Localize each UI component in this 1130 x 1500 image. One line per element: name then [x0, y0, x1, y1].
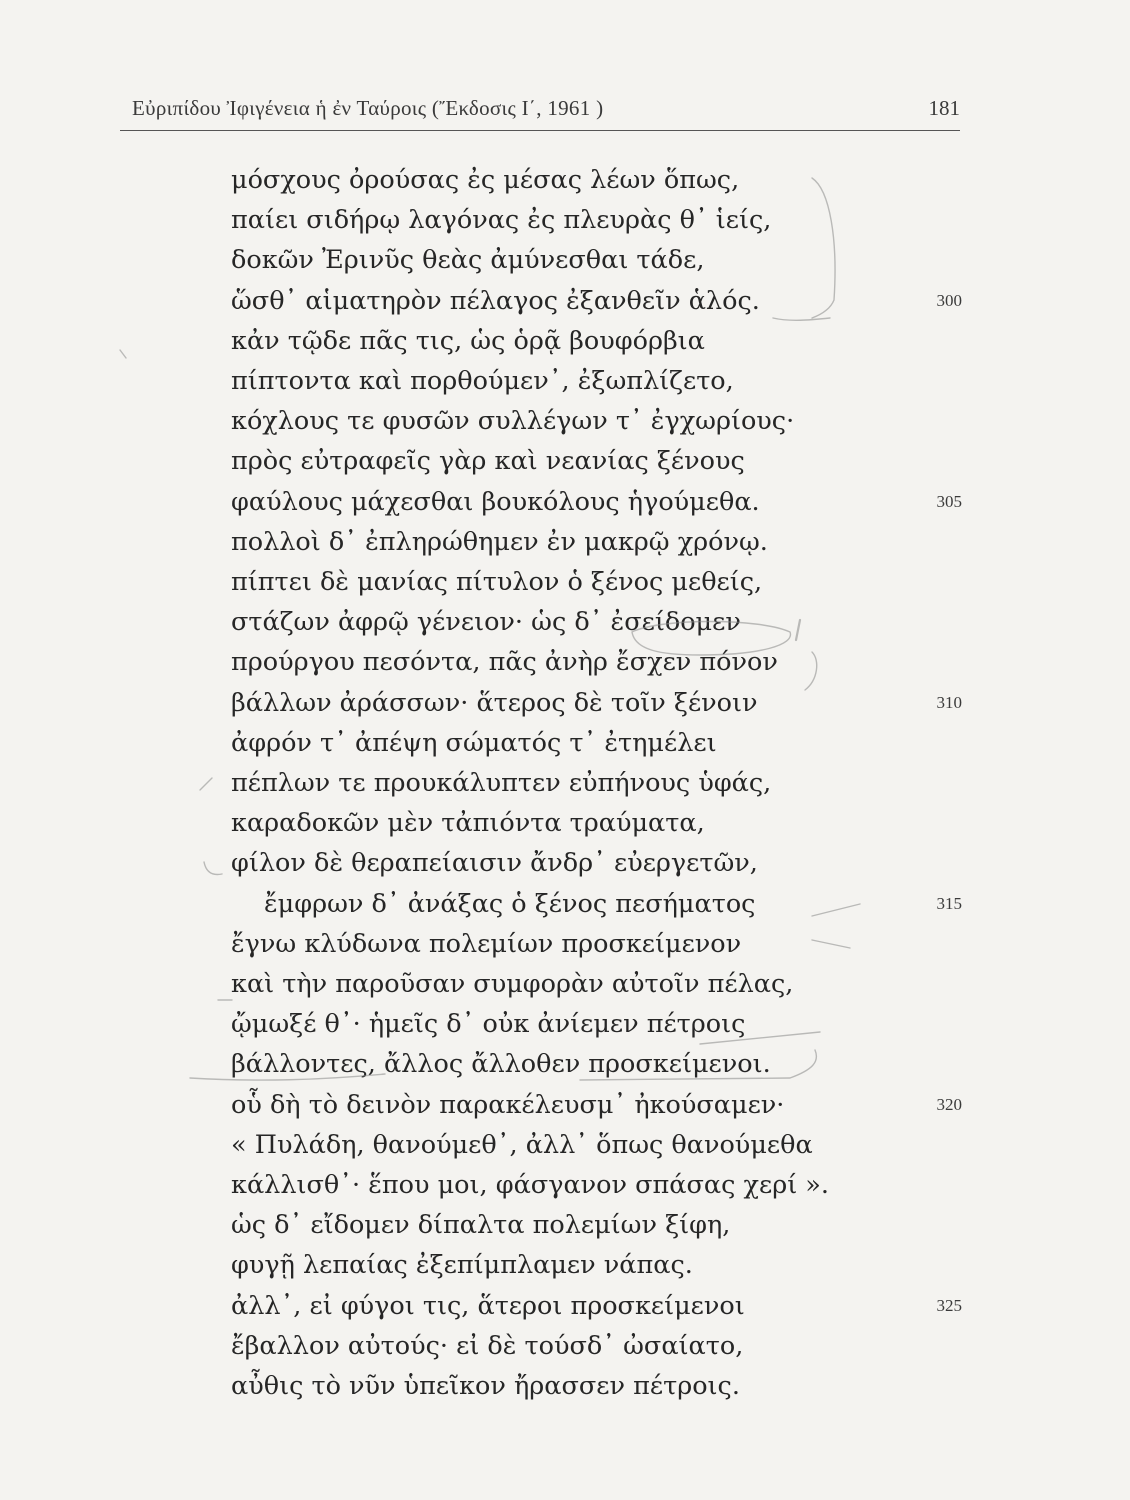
verse-line: πίπτει δὲ μανίας πίτυλον ὁ ξένος μεθείς,	[231, 567, 763, 597]
margin-tick	[200, 778, 212, 790]
verse-line: μόσχους ὀρούσας ἐς μέσας λέων ὅπως,	[231, 165, 740, 195]
verse-line: πρὸς εὐτραφεῖς γὰρ καὶ νεανίας ξένους	[231, 446, 745, 477]
verse-line: δοκῶν Ἐρινῦς θεὰς ἀμύνεσθαι τάδε,	[231, 245, 705, 276]
verse-line: ἔβαλλον αὐτούς· εἰ δὲ τούσδ᾽ ὠσαίατο,	[231, 1330, 744, 1361]
verse-line: παίει σιδήρῳ λαγόνας ἐς πλευρὰς θ᾽ ἱείς,	[231, 205, 772, 236]
verse-line: κόχλους τε φυσῶν συλλέγων τ᾽ ἐγχωρίους·	[231, 406, 795, 437]
line-number: 300	[936, 290, 962, 310]
margin-tick	[120, 350, 126, 358]
line-number: 310	[936, 692, 962, 712]
margin-mark	[796, 620, 800, 640]
margin-bracket	[812, 178, 835, 318]
margin-tick	[204, 862, 222, 875]
verse-line: ἀφρόν τ᾽ ἀπέψη σώματός τ᾽ ἐτημέλει	[231, 727, 717, 758]
verse-line: ὥσθ᾽ αἱματηρὸν πέλαγος ἐξανθεῖν ἁλός.	[231, 285, 760, 316]
verse-line: « Πυλάδη, θανούμεθ᾽, ἀλλ᾽ ὅπως θανούμεθα	[231, 1129, 813, 1160]
verse-line: ᾤμωξέ θ᾽· ἡμεῖς δ᾽ οὐκ ἀνίεμεν πέτροις	[231, 1009, 746, 1040]
verse-line: προύργου πεσόντα, πᾶς ἀνὴρ ἔσχεν πόνον	[231, 647, 778, 678]
verse-line: αὖθις τὸ νῦν ὑπεῖκον ἤρασσεν πέτροις.	[231, 1371, 740, 1401]
verse-line: κάλλισθ᾽· ἕπου μοι, φάσγανον σπάσας χερί ».	[231, 1170, 830, 1200]
verse-line: φυγῇ λεπαίας ἐξεπίμπλαμεν νάπας.	[231, 1250, 693, 1281]
verse-line: στάζων ἀφρῷ γένειον· ὡς δ᾽ ἐσείδομεν	[231, 607, 741, 638]
underline-stroke	[190, 1074, 385, 1080]
verse-line: πολλοὶ δ᾽ ἐπληρώθημεν ἐν μακρῷ χρόνῳ.	[231, 526, 768, 557]
verse-line: φίλον δὲ θεραπείαισιν ἄνδρ᾽ εὐεργετῶν,	[231, 848, 758, 879]
margin-dash	[812, 904, 860, 916]
underline-stroke	[580, 1050, 816, 1080]
verse-line: κἀν τῷδε πᾶς τις, ὡς ὁρᾷ βουφόρβια	[231, 325, 705, 356]
verse-line: καὶ τὴν παροῦσαν συμφορὰν αὐτοῖν πέλας,	[231, 969, 794, 999]
line-number: 315	[936, 893, 962, 913]
verse-line: πίπτοντα καὶ πορθούμεν᾽, ἐξωπλίζετο,	[231, 366, 734, 396]
underline-stroke	[773, 318, 830, 320]
verse-line: ἀλλ᾽, εἰ φύγοι τις, ἅτεροι προσκείμενοι	[231, 1290, 745, 1321]
verse-line: βάλλοντες, ἄλλος ἄλλοθεν προσκείμενοι.	[231, 1049, 771, 1080]
verse-line: οὗ δὴ τὸ δεινὸν παρακέλευσμ᾽ ἠκούσαμεν·	[231, 1089, 785, 1120]
verse-line-indented: ἔμφρων δ᾽ ἀνάξας ὁ ξένος πεσήματος	[264, 888, 756, 919]
verse-line: πέπλων τε προυκάλυπτεν εὐπήνους ὑφάς,	[231, 768, 772, 798]
verse-line: καραδοκῶν μὲν τἀπιόντα τραύματα,	[231, 808, 705, 839]
margin-curve	[805, 652, 817, 690]
line-number: 305	[936, 491, 962, 511]
circled-word	[632, 622, 790, 656]
header-title: Εὐριπίδου Ἰφιγένεια ἡ ἐν Ταύροις (Ἔκδοσις Ι΄, 1961 )	[132, 96, 604, 120]
strike-mark	[700, 1032, 820, 1044]
line-number: 320	[936, 1094, 962, 1114]
verse-line: ὡς δ᾽ εἴδομεν δίπαλτα πολεμίων ξίφη,	[231, 1210, 731, 1241]
margin-dash	[812, 940, 850, 948]
line-number: 325	[936, 1295, 962, 1315]
verse-line: βάλλων ἀράσσων· ἅτερος δὲ τοῖν ξένοιν	[231, 687, 758, 718]
verse-line: ἔγνω κλύδωνα πολεμίων προσκείμενον	[231, 928, 742, 959]
page-number: 181	[928, 96, 960, 120]
verse-line: φαύλους μάχεσθαι βουκόλους ἡγούμεθα.	[231, 486, 760, 517]
